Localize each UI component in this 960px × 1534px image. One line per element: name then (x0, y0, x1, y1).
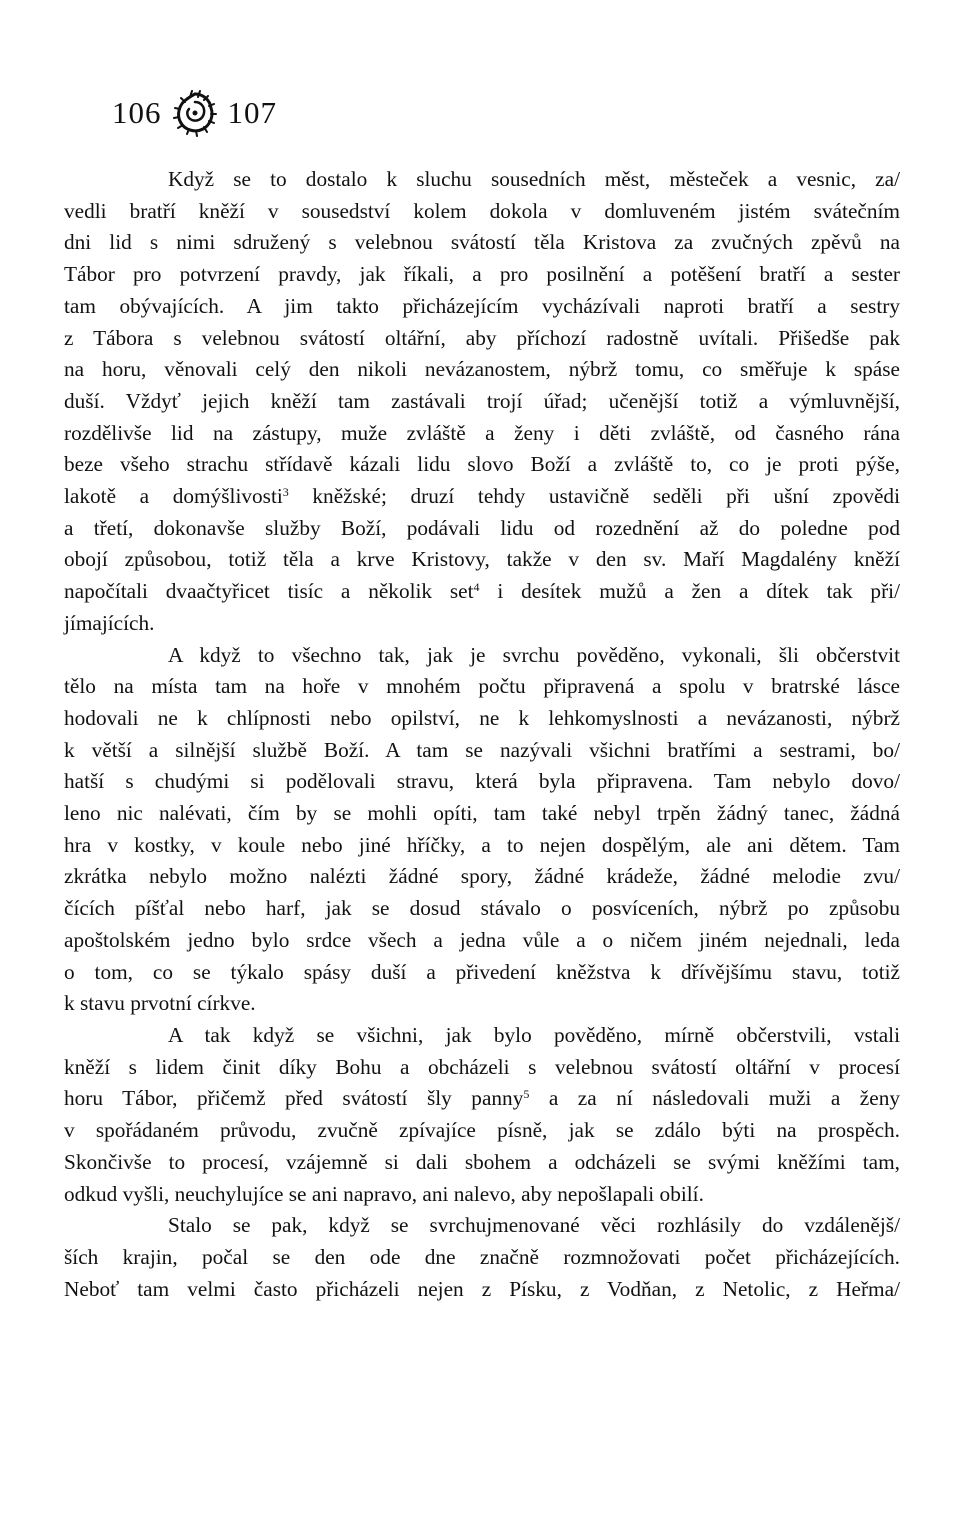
line-part: a za ní následovali muži a ženy (529, 1086, 900, 1111)
text-line: beze všeho strachu střídavě kázali lidu slovo Boží a zvláště to, co je proti pýše, (64, 452, 900, 477)
footnote-marker: 3 (282, 485, 289, 500)
text-line: tělo na místa tam na hoře v mnohém počtu připravená a spolu v bratrské lásce (64, 674, 900, 699)
body-text (64, 164, 900, 1305)
footnote-marker: 4 (473, 580, 480, 595)
text-line: k stavu prvotní církve. (64, 991, 256, 1016)
text-line: rozdělivše lid na zástupy, muže zvláště a ženy i děti zvláště, od časného rána (64, 420, 900, 445)
text-line: z Tábora s velebnou svátostí oltářní, aby příchozí radostně uvítali. Přišedše pak (64, 325, 900, 350)
line-part: napočítali dvaačtyřicet tisíc a několik set (64, 579, 474, 604)
text-line: vedli bratří kněží v sousedství kolem dokola v domluveném jistém svátečním (64, 198, 900, 223)
text-line: k větší a silnější službě Boží. A tam se nazývali všichni bratřími a sestrami, bo/ (64, 737, 900, 762)
text-line: jímajících. (64, 610, 155, 635)
line-part: i desítek mužů a žen a dítek tak při/ (479, 579, 901, 604)
text-line: hatší s chudými si podělovali stravu, která byla připravena. Tam nebylo dovo/ (64, 769, 900, 794)
text-line: Tábor pro potvrzení pravdy, jak říkali, a pro posilnění a potěšení bratří a sester (64, 262, 900, 287)
text-line: dni lid s nimi sdružený s velebnou svátostí těla Kristova za zvučných zpěvů na (64, 230, 900, 255)
footnote-marker: 5 (523, 1087, 530, 1102)
text-line: Neboť tam velmi často přicházeli nejen z Písku, z Vodňan, z Netolic, z Heřma/ (64, 1276, 900, 1301)
text-line: A tak když se všichni, jak bylo pověděno, mírně občerstvili, vstali (168, 1022, 900, 1047)
line-part: lakotě a domýšlivosti (64, 484, 283, 509)
text-line: leno nic nalévati, čím by se mohli opíti, tam také nebyl trpěn žádný tanec, žádná (64, 801, 900, 826)
page-number-right: 107 (227, 95, 277, 130)
text-line: a třetí, dokonavše služby Boží, podávali lidu od rozednění až do poledne pod (64, 515, 900, 540)
text-line: duší. Vždyť jejich kněží tam zastávali trojí úřad; učenější totiž a výmluvnější, (64, 388, 900, 413)
page-number-left: 106 (112, 95, 162, 130)
line-part: kněžské; druzí tehdy ustavičně seděli při ušní zpovědi (288, 484, 900, 509)
text-line: Když se to dostalo k sluchu sousedních měst, městeček a vesnic, za/ (168, 167, 900, 191)
text-line: Stalo se pak, když se svrchujmenované věci rozhlásily do vzdálenějš/ (168, 1213, 900, 1238)
text-line: odkud vyšli, neuchylujíce se ani napravo, ani nalevo, aby nepošlapali obilí. (64, 1181, 704, 1206)
text-line: čících píšťal nebo harf, jak se dosud stávalo o posvíceních, nýbrž po způsobu (64, 896, 900, 921)
text-line: kněží s lidem činit díky Bohu a obcházeli s velebnou svátostí oltářní v procesí (64, 1054, 900, 1079)
line-part: horu Tábor, přičemž před svátostí šly panny (64, 1086, 524, 1111)
text-line: obojí způsobou, totiž těla a krve Kristovy, takže v den sv. Maří Magdalény kněží (64, 547, 900, 572)
text-line: v spořádaném průvodu, zvučně zpívajíce písně, jak se zdálo býti na prospěch. (64, 1118, 900, 1143)
text-line: apoštolském jedno bylo srdce všech a jedna vůle a o ničem jiném nejednali, leda (64, 927, 900, 952)
text-line (64, 576, 900, 608)
page-header (112, 88, 277, 138)
text-line: zkrátka nebylo možno nalézti žádné spory, žádné krádeže, žádné melodie zvu/ (64, 864, 900, 889)
text-line: A když to všechno tak, jak je svrchu pověděno, vykonali, šli občerstvit (168, 642, 900, 667)
text-line: o tom, co se týkalo spásy duší a přivedení kněžstva k dřívějšímu stavu, totiž (64, 959, 900, 984)
text-line: ších krajin, počal se den ode dne značně rozmnožovati počet přicházejících. (64, 1244, 900, 1269)
text-line: na horu, věnovali celý den nikoli nevázanostem, nýbrž tomu, co směřuje k spáse (64, 357, 900, 382)
spiral-ornament-icon (170, 88, 220, 138)
text-line: tam obývajících. A jim takto přicházejícím vycházívali naproti bratří a sestry (64, 293, 900, 318)
text-line: Skončivše to procesí, vzájemně si dali sbohem a odcházeli se svými kněžími tam, (64, 1149, 900, 1174)
text-line (64, 481, 900, 513)
text-line (64, 1083, 900, 1115)
text-line: hodovali ne k chlípnosti nebo opilství, ne k lehkomyslnosti a nevázanosti, nýbrž (64, 705, 900, 730)
text-line: hra v kostky, v koule nebo jiné hříčky, a to nejen dospělým, ale ani dětem. Tam (64, 832, 900, 857)
